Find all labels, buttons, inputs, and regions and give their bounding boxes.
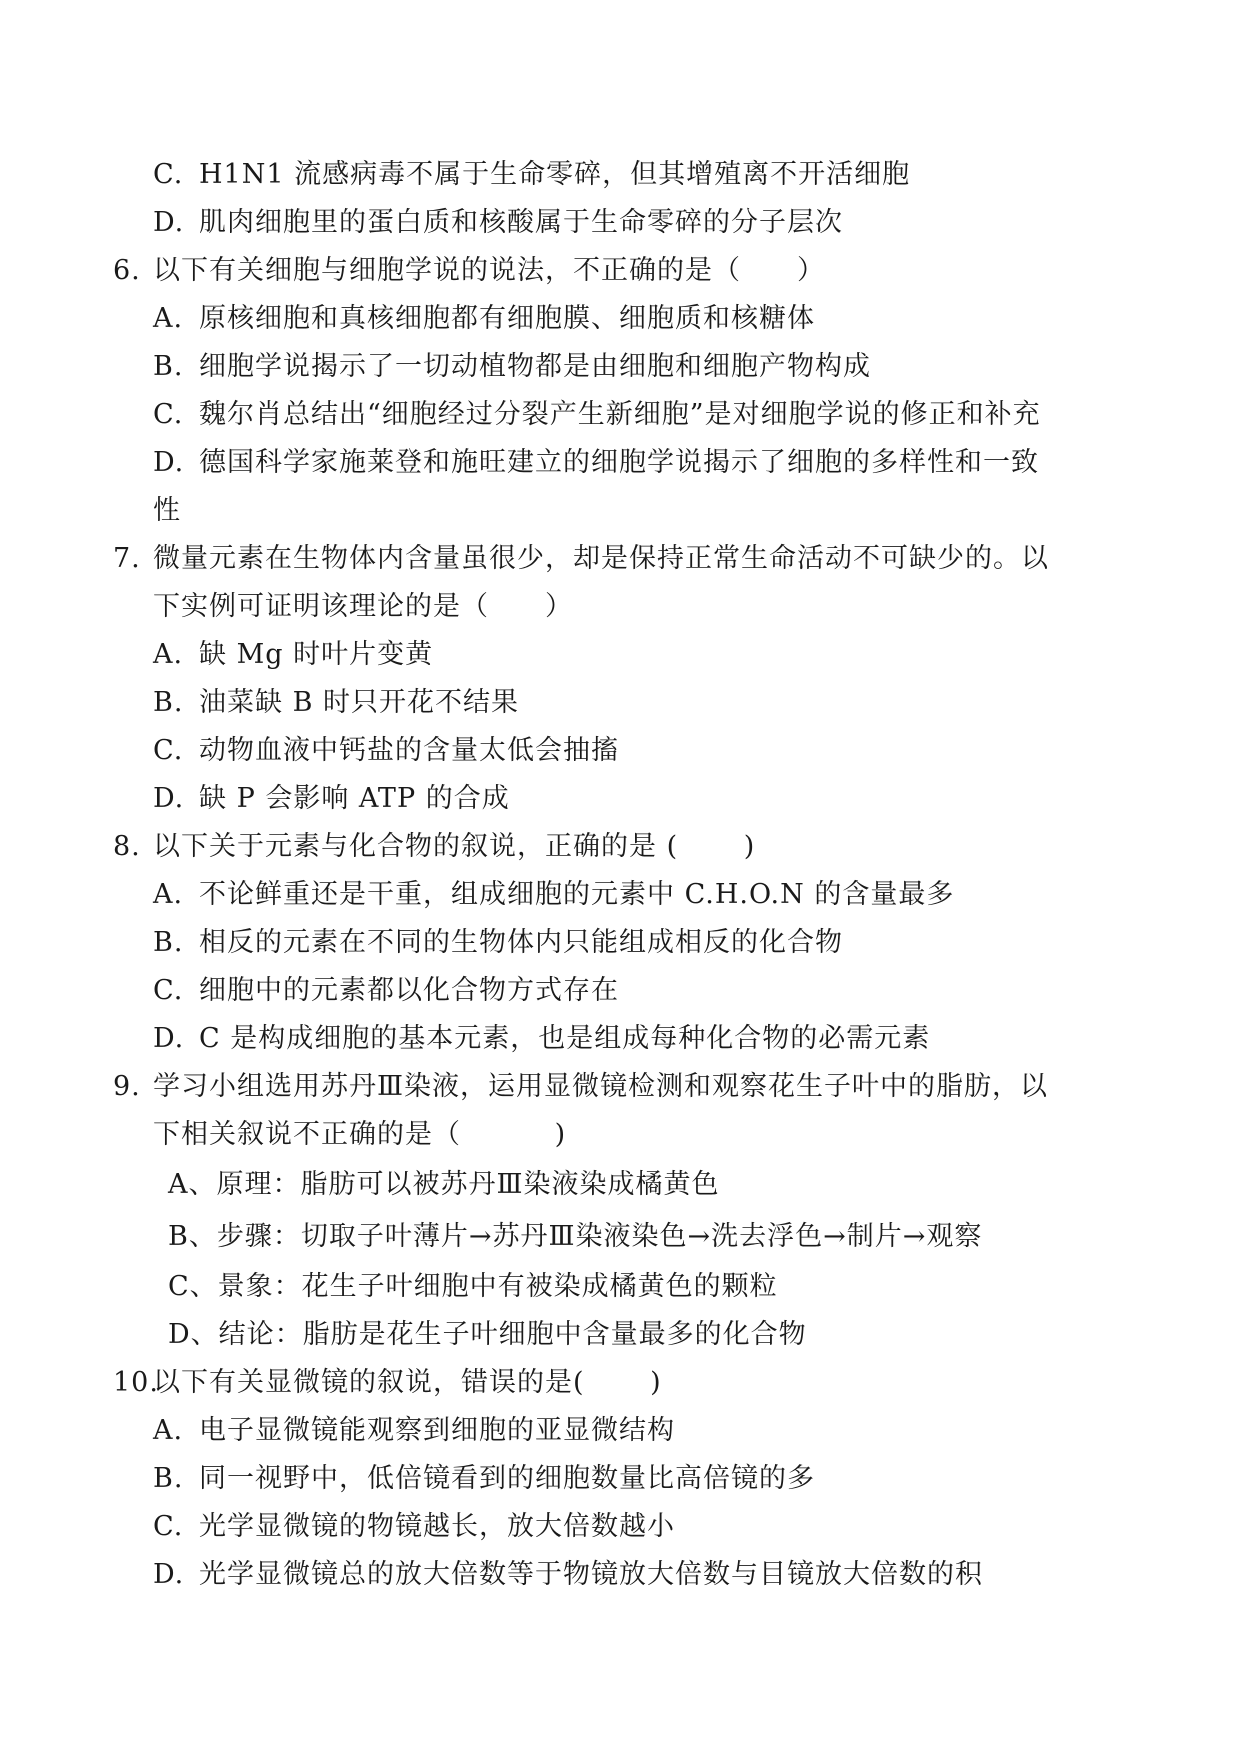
option-text: C 是构成细胞的基本元素，也是组成每种化合物的必需元素 [199, 1023, 931, 1054]
q6-option-d [153, 446, 1039, 480]
option-text: H1N1 流感病毒不属于生命零碎，但其增殖离不开活细胞 [199, 159, 911, 190]
option-text: 动物血液中钙盐的含量太低会抽搐 [199, 735, 619, 766]
option-text: 不论鲜重还是干重，组成细胞的元素中 C.H.O.N 的含量最多 [199, 879, 955, 910]
question-number: 10. [113, 1367, 159, 1398]
option-text: 相反的元素在不同的生物体内只能组成相反的化合物 [199, 927, 843, 958]
q7-stem [113, 542, 1049, 576]
q10-option-c [153, 1510, 675, 1544]
question-text: 以下有关显微镜的叙说，错误的是( ) [153, 1367, 662, 1398]
q10-option-b [153, 1462, 815, 1496]
option-label: D. [153, 1023, 185, 1054]
q8-stem [113, 830, 755, 864]
question-number: 9. [113, 1071, 141, 1102]
q8-option-b [153, 926, 843, 960]
option-label: D. [153, 447, 185, 478]
q9-option-a [168, 1168, 720, 1202]
option-label: A. [153, 879, 184, 910]
question-number: 6. [113, 255, 141, 286]
q9-option-d [168, 1318, 807, 1352]
q9-option-b [168, 1220, 982, 1254]
option-text: 同一视野中，低倍镜看到的细胞数量比高倍镜的多 [199, 1463, 815, 1494]
q5-option-c [153, 158, 910, 192]
q10-option-a [153, 1414, 675, 1448]
question-number: 7. [113, 543, 141, 574]
question-text: 微量元素在生物体内含量虽很少，却是保持正常生命活动不可缺少的。以 [153, 543, 1049, 574]
q9-stem-continued [153, 1118, 566, 1152]
q9-stem [113, 1070, 1048, 1104]
question-text-continued: 下相关叙说不正确的是（ ) [153, 1119, 567, 1150]
q10-stem [113, 1366, 662, 1400]
option-text: 结论：脂肪是花生子叶细胞中含量最多的化合物 [218, 1319, 807, 1350]
option-label: B. [153, 351, 184, 382]
option-text: 缺 P 会影响 ATP 的合成 [199, 783, 510, 814]
option-label: B、 [168, 1221, 217, 1252]
q6-option-d-continued [153, 494, 181, 528]
q7-option-c [153, 734, 619, 768]
option-label: C. [153, 159, 184, 190]
q7-option-a [153, 638, 433, 672]
q8-option-a [153, 878, 954, 912]
q7-stem-continued [153, 590, 573, 624]
question-text: 以下关于元素与化合物的叙说，正确的是 ( ) [153, 831, 756, 862]
q7-option-d [153, 782, 510, 816]
question-text: 以下有关细胞与细胞学说的说法，不正确的是（ ） [153, 255, 825, 286]
option-text: 细胞学说揭示了一切动植物都是由细胞和细胞产物构成 [199, 351, 871, 382]
option-label: A. [153, 1415, 184, 1446]
option-label: C. [153, 735, 184, 766]
option-text: 缺 Mg 时叶片变黄 [199, 639, 434, 670]
option-label: A、 [168, 1169, 217, 1200]
option-text: 电子显微镜能观察到细胞的亚显微结构 [199, 1415, 675, 1446]
question-text-continued: 下实例可证明该理论的是（ ） [153, 591, 573, 622]
option-label: D. [153, 1559, 185, 1590]
option-text: 油菜缺 B 时只开花不结果 [199, 687, 520, 718]
option-label: C. [153, 399, 184, 430]
option-label: A. [153, 303, 184, 334]
option-label: D. [153, 207, 185, 238]
q8-option-c [153, 974, 619, 1008]
option-label: C、 [168, 1271, 218, 1302]
q10-option-d [153, 1558, 983, 1592]
option-text: 原核细胞和真核细胞都有细胞膜、细胞质和核糖体 [199, 303, 815, 334]
option-text: 魏尔肖总结出“细胞经过分裂产生新细胞”是对细胞学说的修正和补充 [199, 399, 1041, 430]
option-text: 步骤：切取子叶薄片→苏丹Ⅲ染液染色→洗去浮色→制片→观察 [216, 1221, 983, 1252]
q6-stem [113, 254, 825, 288]
option-label: D. [153, 783, 185, 814]
option-text-continued: 性 [153, 495, 181, 526]
q6-option-a [153, 302, 815, 336]
option-label: C. [153, 1511, 184, 1542]
q9-option-c [168, 1270, 778, 1304]
option-text: 原理：脂肪可以被苏丹Ⅲ染液染成橘黄色 [216, 1169, 720, 1200]
q6-option-b [153, 350, 871, 384]
option-text: 肌肉细胞里的蛋白质和核酸属于生命零碎的分子层次 [199, 207, 843, 238]
q8-option-d [153, 1022, 930, 1056]
option-text: 光学显微镜总的放大倍数等于物镜放大倍数与目镜放大倍数的积 [199, 1559, 983, 1590]
option-label: B. [153, 927, 184, 958]
q5-option-d [153, 206, 843, 240]
option-label: B. [153, 1463, 184, 1494]
question-text: 学习小组选用苏丹Ⅲ染液，运用显微镜检测和观察花生子叶中的脂肪，以 [153, 1071, 1049, 1102]
option-label: C. [153, 975, 184, 1006]
option-text: 德国科学家施莱登和施旺建立的细胞学说揭示了细胞的多样性和一致 [199, 447, 1039, 478]
option-text: 景象：花生子叶细胞中有被染成橘黄色的颗粒 [217, 1271, 778, 1302]
option-label: A. [153, 639, 184, 670]
question-number: 8. [113, 831, 141, 862]
option-text: 光学显微镜的物镜越长，放大倍数越小 [199, 1511, 675, 1542]
option-label: D、 [168, 1319, 219, 1350]
option-text: 细胞中的元素都以化合物方式存在 [199, 975, 619, 1006]
q7-option-b [153, 686, 519, 720]
option-label: B. [153, 687, 184, 718]
q6-option-c [153, 398, 1041, 432]
